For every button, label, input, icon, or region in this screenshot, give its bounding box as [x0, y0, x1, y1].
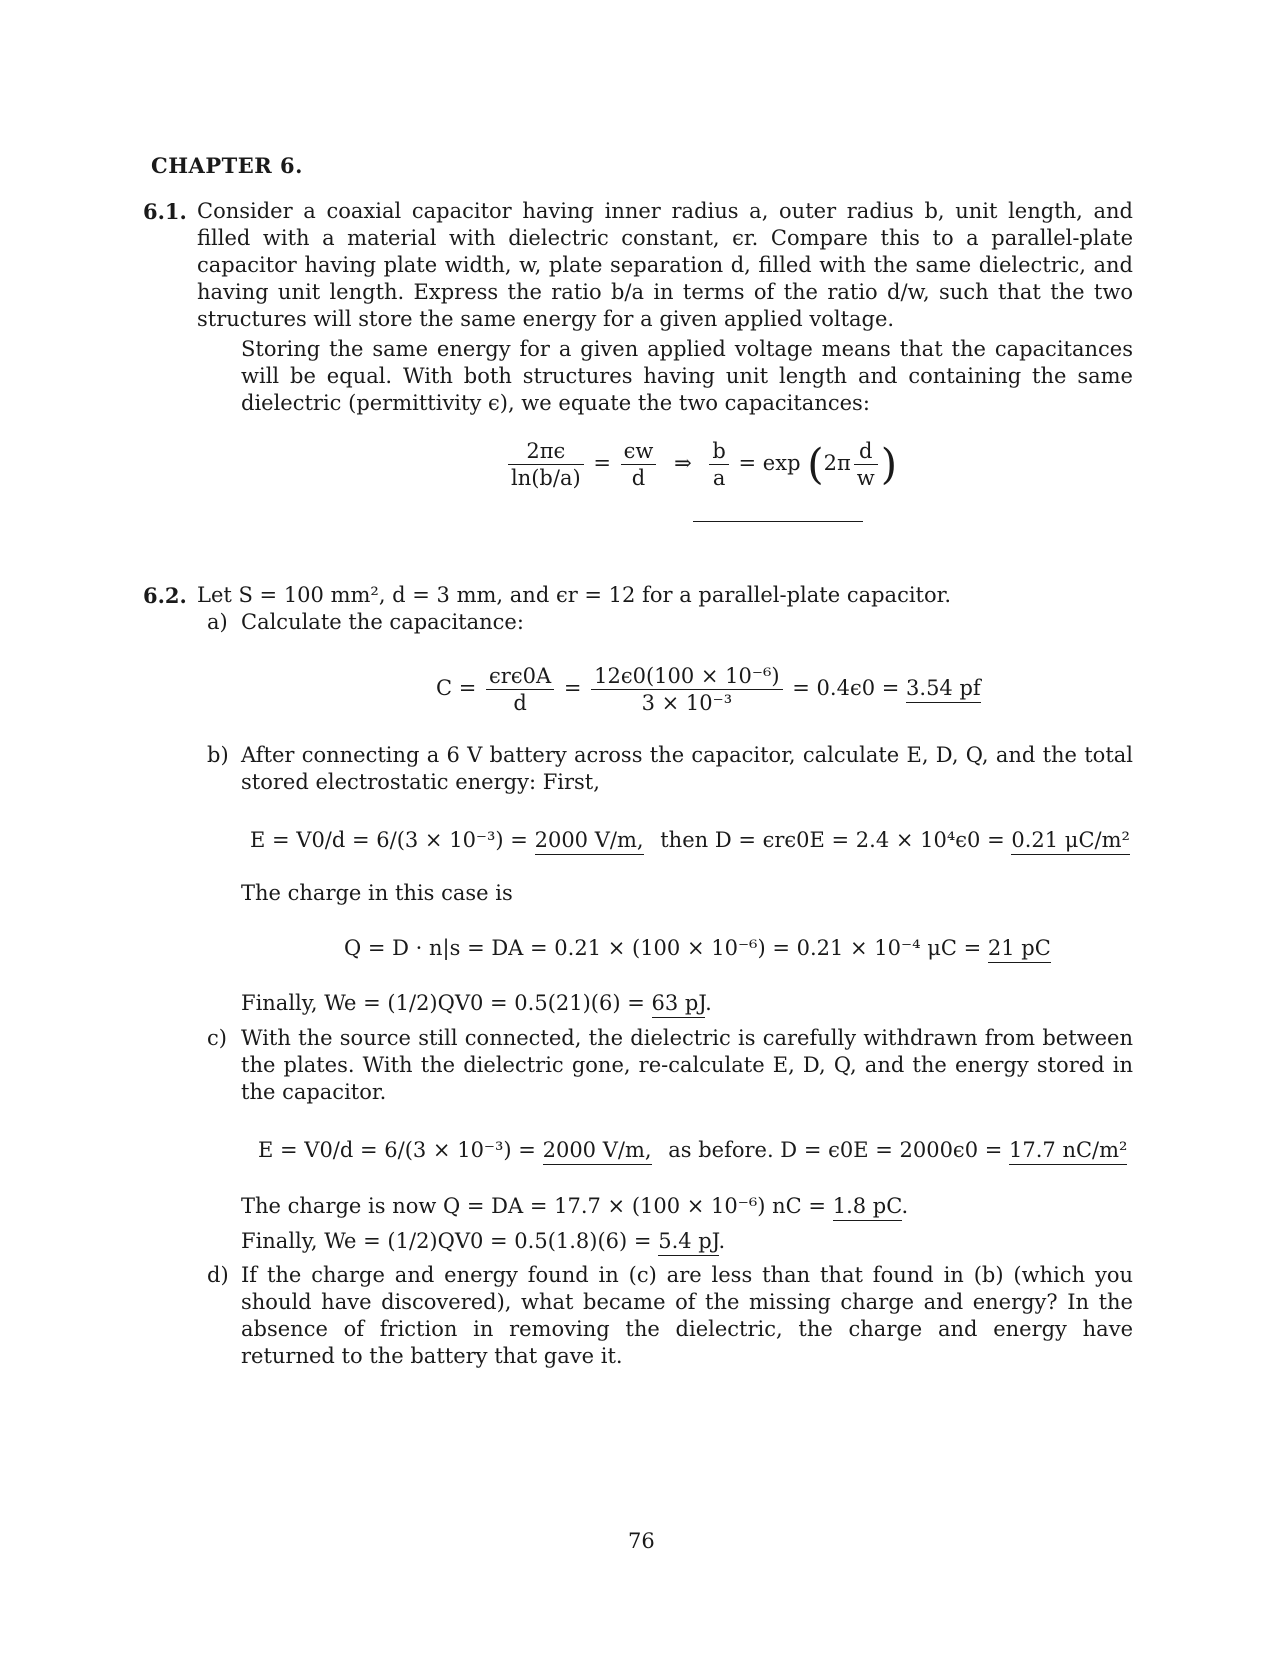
part-label: d)	[207, 1263, 229, 1287]
denominator: w	[856, 466, 875, 490]
part-text: Calculate the capacitance:	[241, 610, 524, 634]
lhs: C =	[436, 676, 477, 700]
period: .	[901, 1194, 909, 1218]
equation-capacitance-ratio	[505, 438, 897, 491]
numerator: d	[854, 438, 878, 465]
chapter-heading: CHAPTER 6.	[151, 153, 303, 178]
answer-capacitance: 3.54 pf	[906, 676, 981, 703]
intermediate: as before. D = ϵ0E = 2000ϵ0 =	[668, 1138, 1003, 1162]
part-label: b)	[207, 743, 229, 767]
denominator: a	[712, 466, 726, 490]
period: .	[718, 1229, 726, 1253]
fraction-d-over-w	[854, 438, 878, 491]
equation-capacitance	[436, 663, 981, 716]
equals-sign: =	[593, 451, 611, 475]
lhs: The charge is now Q = DA = 17.7 × (100 × 10⁻⁶) nC =	[241, 1194, 827, 1218]
answer-charge: 1.8 pC	[833, 1194, 902, 1221]
numerator: 12ϵ0(100 × 10⁻⁶)	[591, 663, 782, 690]
numerator: b	[709, 438, 728, 465]
intermediate: = 0.4ϵ0 =	[792, 676, 900, 700]
charge-c	[241, 1193, 1133, 1220]
fraction-coax	[508, 438, 584, 491]
fraction-values	[591, 663, 782, 716]
answer-energy: 5.4 pJ	[658, 1229, 718, 1256]
solution-text: Storing the same energy for a given applied voltage means that the capacitances will be equal. With both structures having unit length and containing the same dielectric (permittivity ϵ), we equate the two capacitances:	[241, 337, 1133, 415]
equation-field-b	[250, 827, 1130, 854]
problem-statement: Consider a coaxial capacitor having inner radius a, outer radius b, unit length, and filled with a material with dielectric constant, ϵr. Compare this to a parallel-plate capacitor having plate width, w, plate separation d, filled with the same dielectric, and having unit length. Express the ratio b/a in terms of the ratio d/w, such that the two structures will store the same energy for a given applied voltage.	[197, 199, 1133, 331]
part-c	[207, 1025, 1133, 1106]
problem-6-2	[143, 582, 1133, 609]
denominator: ln(b/a)	[511, 466, 581, 490]
answer-underline	[693, 521, 863, 522]
fraction-formula	[486, 663, 554, 716]
left-paren: (	[807, 439, 824, 489]
problem-statement: Let S = 100 mm², d = 3 mm, and ϵr = 12 for a parallel-plate capacitor.	[197, 583, 952, 607]
answer-e-field: 2000 V/m,	[535, 828, 644, 855]
answer-d-field: 0.21 μC/m²	[1011, 828, 1130, 855]
equals-sign: =	[563, 676, 582, 700]
fraction-b-over-a	[709, 438, 728, 491]
lhs: Finally, We = (1/2)QV0 = 0.5(1.8)(6) =	[241, 1229, 652, 1253]
energy-c	[241, 1228, 1133, 1255]
part-text: If the charge and energy found in (c) are less than that found in (b) (which you should have discovered), what became of the missing charge and energy? In the absence of friction in removing the dielectric, the charge and energy have returned to the battery that gave it.	[241, 1263, 1133, 1368]
page-number: 76	[628, 1529, 655, 1553]
numerator: ϵrϵ0A	[486, 663, 554, 690]
part-b	[207, 742, 1133, 796]
numerator: ϵw	[621, 438, 657, 465]
implies-arrow: ⇒	[674, 451, 692, 475]
period: .	[705, 991, 712, 1015]
fraction-parallel	[621, 438, 657, 491]
charge-intro: The charge in this case is	[241, 881, 513, 905]
intermediate: then D = ϵrϵ0E = 2.4 × 10⁴ϵ0 =	[660, 828, 1005, 852]
answer-charge: 21 pC	[988, 936, 1051, 963]
problem-number: 6.2.	[143, 583, 187, 608]
part-a	[207, 609, 1133, 636]
equation-charge-b	[344, 935, 1051, 962]
answer-e-field: 2000 V/m,	[543, 1138, 652, 1165]
denominator: 3 × 10⁻³	[641, 691, 733, 715]
part-text: After connecting a 6 V battery across the capacitor, calculate E, D, Q, and the total stored electrostatic energy: First,	[241, 743, 1133, 794]
lhs: E = V0/d = 6/(3 × 10⁻³) =	[258, 1138, 536, 1162]
exp-function: = exp	[738, 451, 801, 475]
answer-d-field: 17.7 nC/m²	[1009, 1138, 1127, 1165]
part-label: a)	[207, 610, 228, 634]
part-text: With the source still connected, the dielectric is carefully withdrawn from between the plates. With the dielectric gone, re-calculate E, D, Q, and the energy stored in the capacitor.	[241, 1026, 1133, 1104]
answer-energy: 63 pJ	[652, 991, 706, 1018]
lhs: Finally, We = (1/2)QV0 = 0.5(21)(6) =	[241, 991, 645, 1015]
denominator: d	[513, 691, 527, 715]
lhs: E = V0/d = 6/(3 × 10⁻³) =	[250, 828, 528, 852]
energy-b	[241, 990, 1133, 1017]
denominator: d	[631, 466, 646, 490]
numerator: 2πϵ	[508, 438, 584, 465]
problem-number: 6.1.	[143, 199, 187, 224]
part-label: c)	[207, 1026, 227, 1050]
equation-field-c	[258, 1137, 1127, 1164]
right-paren: )	[880, 439, 898, 489]
problem-6-1	[143, 198, 1133, 333]
part-d	[207, 1262, 1133, 1370]
lhs: Q = D · n|s = DA = 0.21 × (100 × 10⁻⁶) = 0.21 × 10⁻⁴ μC =	[344, 936, 982, 960]
two-pi: 2π	[823, 451, 851, 475]
